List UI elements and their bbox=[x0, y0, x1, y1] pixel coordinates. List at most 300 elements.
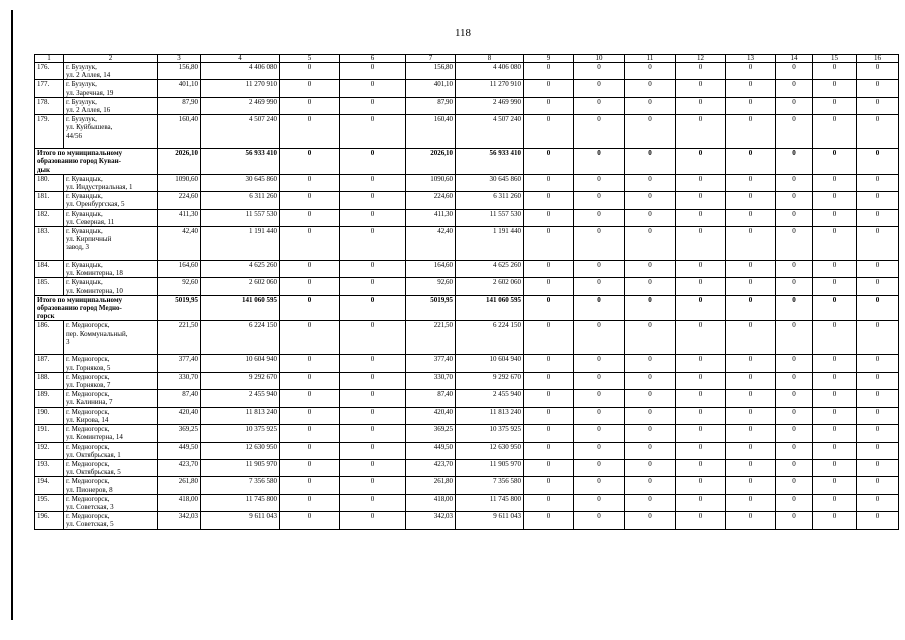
address-line: г. Медногорск, bbox=[66, 442, 110, 451]
value-cell-col-8: 141 060 595 bbox=[456, 295, 524, 321]
address-line: ул. Пионеров, 8 bbox=[66, 485, 113, 494]
value-cell-col-6: 0 bbox=[340, 321, 406, 355]
address-line: ул. Кирпичный bbox=[66, 235, 112, 244]
value-cell-col-6: 0 bbox=[340, 209, 406, 226]
address-cell bbox=[64, 261, 158, 278]
table-row bbox=[35, 390, 899, 407]
value-cell-col-8: 11 270 910 bbox=[456, 80, 524, 97]
value-cell-col-6: 0 bbox=[340, 192, 406, 209]
value-cell-col-4: 9 611 043 bbox=[201, 512, 280, 529]
value-cell-col-16: 0 bbox=[857, 477, 899, 494]
value-cell-col-3: 418,00 bbox=[158, 494, 201, 511]
address-line: ул. 2 Аллея, 16 bbox=[66, 106, 111, 115]
address-cell bbox=[64, 355, 158, 372]
value-cell-col-12: 0 bbox=[676, 512, 726, 529]
value-cell-col-15: 0 bbox=[813, 149, 857, 175]
value-cell-col-11: 0 bbox=[625, 149, 676, 175]
value-cell-col-6: 0 bbox=[340, 80, 406, 97]
value-cell-col-14: 0 bbox=[776, 278, 813, 295]
value-cell-col-15: 0 bbox=[813, 174, 857, 191]
value-cell-col-6: 0 bbox=[340, 295, 406, 321]
value-cell-col-13: 0 bbox=[726, 512, 776, 529]
value-cell-col-3: 377,40 bbox=[158, 355, 201, 372]
value-cell-col-5: 0 bbox=[280, 192, 340, 209]
value-cell-col-15: 0 bbox=[813, 209, 857, 226]
value-cell-col-8: 7 356 580 bbox=[456, 477, 524, 494]
value-cell-col-13: 0 bbox=[726, 97, 776, 114]
value-cell-col-10: 0 bbox=[574, 174, 625, 191]
value-cell-col-3: 42,40 bbox=[158, 227, 201, 261]
value-cell-col-5: 0 bbox=[280, 209, 340, 226]
value-cell-col-12: 0 bbox=[676, 80, 726, 97]
address-line: г. Медногорск, bbox=[66, 407, 110, 416]
address-line: г. Медногорск, bbox=[66, 512, 110, 521]
value-cell-col-9: 0 bbox=[524, 494, 574, 511]
value-cell-col-3: 449,50 bbox=[158, 442, 201, 459]
value-cell-col-9: 0 bbox=[524, 512, 574, 529]
value-cell-col-14: 0 bbox=[776, 372, 813, 389]
value-cell-col-4: 4 507 240 bbox=[201, 115, 280, 149]
value-cell-col-9: 0 bbox=[524, 321, 574, 355]
value-cell-col-14: 0 bbox=[776, 97, 813, 114]
value-cell-col-3: 5019,95 bbox=[158, 295, 201, 321]
value-cell-col-11: 0 bbox=[625, 261, 676, 278]
address-line: ул. Кирова, 14 bbox=[66, 415, 109, 424]
value-cell-col-3: 1090,60 bbox=[158, 174, 201, 191]
value-cell-col-3: 156,80 bbox=[158, 63, 201, 80]
value-cell-col-13: 0 bbox=[726, 209, 776, 226]
value-cell-col-15: 0 bbox=[813, 442, 857, 459]
value-cell-col-5: 0 bbox=[280, 372, 340, 389]
value-cell-col-12: 0 bbox=[676, 295, 726, 321]
row-number: 176. bbox=[35, 63, 64, 80]
value-cell-col-4: 141 060 595 bbox=[201, 295, 280, 321]
value-cell-col-6: 0 bbox=[340, 459, 406, 476]
value-cell-col-13: 0 bbox=[726, 494, 776, 511]
value-cell-col-13: 0 bbox=[726, 442, 776, 459]
address-line: г. Медногорск, bbox=[66, 477, 110, 486]
address-line: г. Кувандык, bbox=[66, 278, 103, 287]
value-cell-col-7: 261,80 bbox=[406, 477, 456, 494]
value-cell-col-4: 12 630 950 bbox=[201, 442, 280, 459]
table-row bbox=[35, 372, 899, 389]
subtotal-row bbox=[35, 149, 899, 175]
value-cell-col-13: 0 bbox=[726, 63, 776, 80]
value-cell-col-4: 6 224 150 bbox=[201, 321, 280, 355]
address-line: г. Бузулук, bbox=[66, 115, 97, 124]
header-cell: 4 bbox=[201, 55, 280, 63]
value-cell-col-11: 0 bbox=[625, 295, 676, 321]
value-cell-col-7: 164,60 bbox=[406, 261, 456, 278]
value-cell-col-12: 0 bbox=[676, 261, 726, 278]
value-cell-col-7: 87,90 bbox=[406, 97, 456, 114]
address-cell bbox=[64, 174, 158, 191]
value-cell-col-13: 0 bbox=[726, 355, 776, 372]
value-cell-col-5: 0 bbox=[280, 321, 340, 355]
address-cell bbox=[64, 459, 158, 476]
row-number: 191. bbox=[35, 425, 64, 442]
address-line: ул. Горняков, 7 bbox=[66, 381, 111, 390]
value-cell-col-7: 423,70 bbox=[406, 459, 456, 476]
header-cell: 9 bbox=[524, 55, 574, 63]
value-cell-col-14: 0 bbox=[776, 355, 813, 372]
value-cell-col-7: 87,40 bbox=[406, 390, 456, 407]
header-cell: 1 bbox=[35, 55, 64, 63]
row-number: 184. bbox=[35, 261, 64, 278]
row-number: 178. bbox=[35, 97, 64, 114]
value-cell-col-9: 0 bbox=[524, 425, 574, 442]
address-line: ул. Октябрьская, 5 bbox=[66, 468, 121, 477]
value-cell-col-6: 0 bbox=[340, 494, 406, 511]
address-line: ул. Горняков, 5 bbox=[66, 363, 111, 372]
value-cell-col-5: 0 bbox=[280, 80, 340, 97]
value-cell-col-11: 0 bbox=[625, 209, 676, 226]
value-cell-col-14: 0 bbox=[776, 425, 813, 442]
value-cell-col-13: 0 bbox=[726, 390, 776, 407]
value-cell-col-8: 2 602 060 bbox=[456, 278, 524, 295]
row-number: 181. bbox=[35, 192, 64, 209]
value-cell-col-9: 0 bbox=[524, 372, 574, 389]
value-cell-col-11: 0 bbox=[625, 494, 676, 511]
value-cell-col-16: 0 bbox=[857, 372, 899, 389]
value-cell-col-12: 0 bbox=[676, 494, 726, 511]
address-cell bbox=[64, 477, 158, 494]
row-number: 195. bbox=[35, 494, 64, 511]
value-cell-col-10: 0 bbox=[574, 355, 625, 372]
value-cell-col-11: 0 bbox=[625, 355, 676, 372]
value-cell-col-12: 0 bbox=[676, 192, 726, 209]
value-cell-col-5: 0 bbox=[280, 442, 340, 459]
value-cell-col-9: 0 bbox=[524, 442, 574, 459]
value-cell-col-11: 0 bbox=[625, 174, 676, 191]
value-cell-col-15: 0 bbox=[813, 261, 857, 278]
value-cell-col-12: 0 bbox=[676, 372, 726, 389]
row-number: 192. bbox=[35, 442, 64, 459]
value-cell-col-4: 10 604 940 bbox=[201, 355, 280, 372]
table-row bbox=[35, 63, 899, 80]
value-cell-col-3: 261,80 bbox=[158, 477, 201, 494]
value-cell-col-16: 0 bbox=[857, 390, 899, 407]
value-cell-col-11: 0 bbox=[625, 425, 676, 442]
value-cell-col-16: 0 bbox=[857, 97, 899, 114]
address-line: г. Кувандык, bbox=[66, 261, 103, 270]
value-cell-col-8: 2 469 990 bbox=[456, 97, 524, 114]
table-row bbox=[35, 227, 899, 261]
value-cell-col-4: 9 292 670 bbox=[201, 372, 280, 389]
value-cell-col-16: 0 bbox=[857, 355, 899, 372]
address-line: ул. Советская, 3 bbox=[66, 502, 114, 511]
value-cell-col-3: 224,60 bbox=[158, 192, 201, 209]
value-cell-col-16: 0 bbox=[857, 295, 899, 321]
value-cell-col-5: 0 bbox=[280, 494, 340, 511]
value-cell-col-7: 420,40 bbox=[406, 407, 456, 424]
table-row bbox=[35, 97, 899, 114]
address-cell bbox=[64, 407, 158, 424]
value-cell-col-10: 0 bbox=[574, 63, 625, 80]
value-cell-col-14: 0 bbox=[776, 442, 813, 459]
value-cell-col-16: 0 bbox=[857, 425, 899, 442]
value-cell-col-4: 11 557 530 bbox=[201, 209, 280, 226]
value-cell-col-13: 0 bbox=[726, 372, 776, 389]
value-cell-col-10: 0 bbox=[574, 442, 625, 459]
value-cell-col-4: 1 191 440 bbox=[201, 227, 280, 261]
value-cell-col-8: 10 375 925 bbox=[456, 425, 524, 442]
value-cell-col-5: 0 bbox=[280, 425, 340, 442]
value-cell-col-9: 0 bbox=[524, 407, 574, 424]
value-cell-col-13: 0 bbox=[726, 278, 776, 295]
value-cell-col-14: 0 bbox=[776, 494, 813, 511]
value-cell-col-9: 0 bbox=[524, 459, 574, 476]
value-cell-col-4: 4 625 260 bbox=[201, 261, 280, 278]
value-cell-col-4: 11 813 240 bbox=[201, 407, 280, 424]
value-cell-col-9: 0 bbox=[524, 97, 574, 114]
table-row bbox=[35, 477, 899, 494]
value-cell-col-15: 0 bbox=[813, 63, 857, 80]
value-cell-col-5: 0 bbox=[280, 97, 340, 114]
address-line: г. Кувандык, bbox=[66, 209, 103, 218]
row-number: 187. bbox=[35, 355, 64, 372]
value-cell-col-15: 0 bbox=[813, 355, 857, 372]
value-cell-col-11: 0 bbox=[625, 97, 676, 114]
value-cell-col-5: 0 bbox=[280, 227, 340, 261]
value-cell-col-9: 0 bbox=[524, 63, 574, 80]
address-cell bbox=[64, 278, 158, 295]
value-cell-col-4: 11 270 910 bbox=[201, 80, 280, 97]
table-row bbox=[35, 278, 899, 295]
address-line: г. Бузулук, bbox=[66, 80, 97, 89]
value-cell-col-14: 0 bbox=[776, 295, 813, 321]
table-row bbox=[35, 115, 899, 149]
value-cell-col-13: 0 bbox=[726, 477, 776, 494]
value-cell-col-7: 1090,60 bbox=[406, 174, 456, 191]
subtotal-label-line: Итого по муниципальному bbox=[37, 149, 123, 158]
value-cell-col-12: 0 bbox=[676, 149, 726, 175]
value-cell-col-3: 420,40 bbox=[158, 407, 201, 424]
address-line: г. Медногорск, bbox=[66, 494, 110, 503]
value-cell-col-4: 2 455 940 bbox=[201, 390, 280, 407]
value-cell-col-5: 0 bbox=[280, 278, 340, 295]
value-cell-col-11: 0 bbox=[625, 512, 676, 529]
subtotal-label bbox=[35, 295, 158, 321]
value-cell-col-15: 0 bbox=[813, 278, 857, 295]
value-cell-col-13: 0 bbox=[726, 321, 776, 355]
value-cell-col-5: 0 bbox=[280, 407, 340, 424]
value-cell-col-14: 0 bbox=[776, 227, 813, 261]
value-cell-col-13: 0 bbox=[726, 459, 776, 476]
value-cell-col-9: 0 bbox=[524, 477, 574, 494]
header-cell: 8 bbox=[456, 55, 524, 63]
value-cell-col-8: 1 191 440 bbox=[456, 227, 524, 261]
row-number: 188. bbox=[35, 372, 64, 389]
table-body bbox=[35, 55, 899, 530]
subtotal-label bbox=[35, 149, 158, 175]
address-line: г. Медногорск, bbox=[66, 390, 110, 399]
value-cell-col-7: 156,80 bbox=[406, 63, 456, 80]
value-cell-col-6: 0 bbox=[340, 149, 406, 175]
value-cell-col-13: 0 bbox=[726, 115, 776, 149]
value-cell-col-15: 0 bbox=[813, 425, 857, 442]
address-cell bbox=[64, 192, 158, 209]
value-cell-col-12: 0 bbox=[676, 278, 726, 295]
subtotal-label-line: горск bbox=[37, 312, 55, 321]
value-cell-col-8: 6 224 150 bbox=[456, 321, 524, 355]
address-line: ул. Советская, 5 bbox=[66, 520, 114, 529]
value-cell-col-6: 0 bbox=[340, 115, 406, 149]
value-cell-col-3: 221,50 bbox=[158, 321, 201, 355]
value-cell-col-12: 0 bbox=[676, 442, 726, 459]
value-cell-col-16: 0 bbox=[857, 459, 899, 476]
value-cell-col-8: 12 630 950 bbox=[456, 442, 524, 459]
value-cell-col-10: 0 bbox=[574, 227, 625, 261]
value-cell-col-14: 0 bbox=[776, 459, 813, 476]
address-line: г. Медногорск, bbox=[66, 425, 110, 434]
value-cell-col-3: 411,30 bbox=[158, 209, 201, 226]
value-cell-col-8: 11 557 530 bbox=[456, 209, 524, 226]
value-cell-col-3: 330,70 bbox=[158, 372, 201, 389]
value-cell-col-3: 164,60 bbox=[158, 261, 201, 278]
value-cell-col-11: 0 bbox=[625, 459, 676, 476]
value-cell-col-8: 6 311 260 bbox=[456, 192, 524, 209]
value-cell-col-15: 0 bbox=[813, 80, 857, 97]
header-cell: 13 bbox=[726, 55, 776, 63]
header-cell: 15 bbox=[813, 55, 857, 63]
row-number: 196. bbox=[35, 512, 64, 529]
table-row bbox=[35, 459, 899, 476]
value-cell-col-11: 0 bbox=[625, 477, 676, 494]
value-cell-col-7: 369,25 bbox=[406, 425, 456, 442]
value-cell-col-7: 411,30 bbox=[406, 209, 456, 226]
value-cell-col-12: 0 bbox=[676, 425, 726, 442]
row-number: 186. bbox=[35, 321, 64, 355]
value-cell-col-12: 0 bbox=[676, 174, 726, 191]
value-cell-col-7: 224,60 bbox=[406, 192, 456, 209]
value-cell-col-8: 2 455 940 bbox=[456, 390, 524, 407]
value-cell-col-10: 0 bbox=[574, 494, 625, 511]
value-cell-col-5: 0 bbox=[280, 459, 340, 476]
value-cell-col-15: 0 bbox=[813, 192, 857, 209]
value-cell-col-13: 0 bbox=[726, 295, 776, 321]
header-cell: 14 bbox=[776, 55, 813, 63]
value-cell-col-12: 0 bbox=[676, 355, 726, 372]
value-cell-col-10: 0 bbox=[574, 80, 625, 97]
value-cell-col-16: 0 bbox=[857, 261, 899, 278]
table-row bbox=[35, 494, 899, 511]
value-cell-col-12: 0 bbox=[676, 209, 726, 226]
address-cell bbox=[64, 442, 158, 459]
address-cell bbox=[64, 372, 158, 389]
value-cell-col-3: 2026,10 bbox=[158, 149, 201, 175]
address-line: ул. Индустриальная, 1 bbox=[66, 183, 133, 192]
table-header-row bbox=[35, 55, 899, 63]
value-cell-col-15: 0 bbox=[813, 295, 857, 321]
value-cell-col-8: 56 933 410 bbox=[456, 149, 524, 175]
value-cell-col-6: 0 bbox=[340, 174, 406, 191]
value-cell-col-16: 0 bbox=[857, 80, 899, 97]
value-cell-col-13: 0 bbox=[726, 174, 776, 191]
address-line: 44/56 bbox=[66, 131, 82, 140]
value-cell-col-8: 10 604 940 bbox=[456, 355, 524, 372]
value-cell-col-13: 0 bbox=[726, 149, 776, 175]
value-cell-col-3: 423,70 bbox=[158, 459, 201, 476]
value-cell-col-9: 0 bbox=[524, 355, 574, 372]
value-cell-col-15: 0 bbox=[813, 372, 857, 389]
value-cell-col-3: 401,10 bbox=[158, 80, 201, 97]
value-cell-col-3: 92,60 bbox=[158, 278, 201, 295]
table-row bbox=[35, 321, 899, 355]
address-cell bbox=[64, 209, 158, 226]
subtotal-label-line: дык bbox=[37, 165, 51, 174]
value-cell-col-10: 0 bbox=[574, 295, 625, 321]
value-cell-col-12: 0 bbox=[676, 227, 726, 261]
address-line: ул. Коминтерна, 18 bbox=[66, 269, 123, 278]
value-cell-col-16: 0 bbox=[857, 149, 899, 175]
value-cell-col-7: 377,40 bbox=[406, 355, 456, 372]
value-cell-col-14: 0 bbox=[776, 63, 813, 80]
value-cell-col-14: 0 bbox=[776, 209, 813, 226]
row-number: 180. bbox=[35, 174, 64, 191]
value-cell-col-13: 0 bbox=[726, 227, 776, 261]
row-number: 179. bbox=[35, 115, 64, 149]
value-cell-col-16: 0 bbox=[857, 227, 899, 261]
address-cell bbox=[64, 115, 158, 149]
left-margin-rule bbox=[11, 10, 13, 620]
header-cell: 7 bbox=[406, 55, 456, 63]
value-cell-col-10: 0 bbox=[574, 97, 625, 114]
address-cell bbox=[64, 227, 158, 261]
address-line: г. Кувандык, bbox=[66, 174, 103, 183]
value-cell-col-7: 92,60 bbox=[406, 278, 456, 295]
value-cell-col-4: 10 375 925 bbox=[201, 425, 280, 442]
value-cell-col-10: 0 bbox=[574, 512, 625, 529]
header-cell: 3 bbox=[158, 55, 201, 63]
address-line: ул. Октябрьская, 1 bbox=[66, 450, 121, 459]
value-cell-col-14: 0 bbox=[776, 174, 813, 191]
value-cell-col-14: 0 bbox=[776, 192, 813, 209]
value-cell-col-7: 449,50 bbox=[406, 442, 456, 459]
row-number: 189. bbox=[35, 390, 64, 407]
subtotal-label-line: образованию город Куван- bbox=[37, 157, 121, 166]
address-cell bbox=[64, 390, 158, 407]
value-cell-col-16: 0 bbox=[857, 494, 899, 511]
address-line: пер. Коммунальный, bbox=[66, 329, 128, 338]
table-row bbox=[35, 407, 899, 424]
value-cell-col-5: 0 bbox=[280, 261, 340, 278]
value-cell-col-4: 56 933 410 bbox=[201, 149, 280, 175]
value-cell-col-10: 0 bbox=[574, 209, 625, 226]
value-cell-col-4: 4 406 080 bbox=[201, 63, 280, 80]
value-cell-col-6: 0 bbox=[340, 97, 406, 114]
address-line: ул. Коминтерна, 14 bbox=[66, 433, 123, 442]
address-cell bbox=[64, 63, 158, 80]
value-cell-col-14: 0 bbox=[776, 261, 813, 278]
value-cell-col-4: 11 745 800 bbox=[201, 494, 280, 511]
value-cell-col-7: 160,40 bbox=[406, 115, 456, 149]
value-cell-col-9: 0 bbox=[524, 209, 574, 226]
address-cell bbox=[64, 512, 158, 529]
subtotal-label-line: Итого по муниципальному bbox=[37, 295, 123, 304]
address-cell bbox=[64, 321, 158, 355]
value-cell-col-7: 5019,95 bbox=[406, 295, 456, 321]
value-cell-col-6: 0 bbox=[340, 407, 406, 424]
row-number: 177. bbox=[35, 80, 64, 97]
value-cell-col-10: 0 bbox=[574, 425, 625, 442]
value-cell-col-13: 0 bbox=[726, 261, 776, 278]
value-cell-col-6: 0 bbox=[340, 425, 406, 442]
value-cell-col-16: 0 bbox=[857, 278, 899, 295]
value-cell-col-9: 0 bbox=[524, 80, 574, 97]
value-cell-col-16: 0 bbox=[857, 407, 899, 424]
address-cell bbox=[64, 494, 158, 511]
